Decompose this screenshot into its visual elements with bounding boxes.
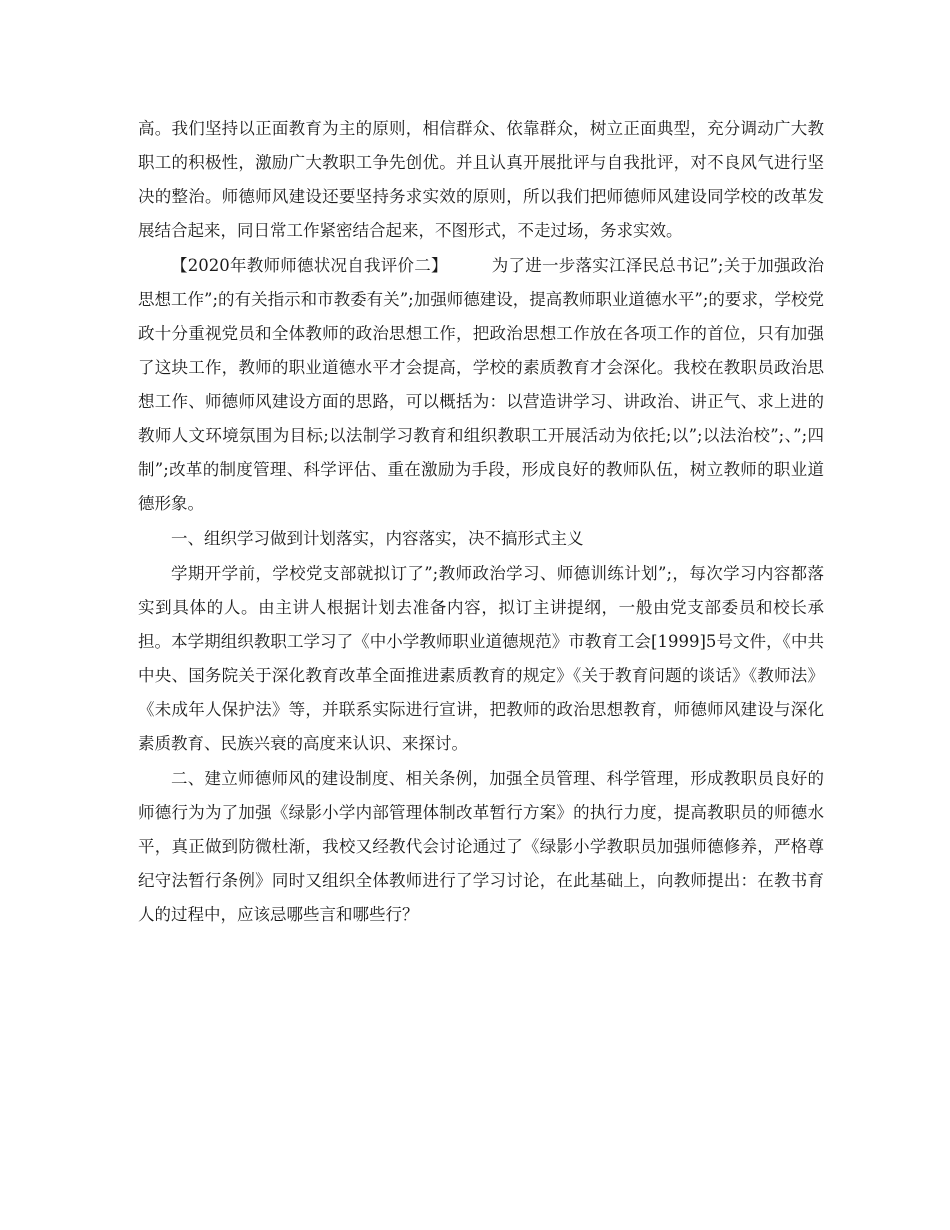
document-page — [138, 112, 824, 933]
paragraph-1: 高。我们坚持以正面教育为主的原则，相信群众、依靠群众，树立正面典型，充分调动广大教职工的积极性，激励广大教职工争先创优。并且认真开展批评与自我批评，对不良风气进行坚决的整治。师德师风建设还要坚持务求实效的原则，所以我们把师德师风建设同学校的改革发展结合起来，同日常工作紧密结合起来，不图形式，不走过场，务求实效。 — [138, 119, 824, 240]
paragraph-3: 学期开学前，学校党支部就拟订了”;教师政治学习、师德训练计划”;，每次学习内容都落实到具体的人。由主讲人根据计划去准备内容，拟订主讲提纲，一般由党支部委员和校长承担。本学期组织教职工学习了《中小学教师职业道德规范》市教育工会[1999]5号文件，《中共中央、国务院关于深化教育改革全面推进素质教育的规定》《关于教育问题的谈话》《教师法》《未成年人保护法》等，并联系实际进行宣讲，把教师的政治思想教育，师德师风建设与深化素质教育、民族兴衰的高度来认识、来探讨。 — [138, 564, 824, 753]
paragraph-4: 二、建立师德师风的建设制度、相关条例，加强全员管理、科学管理，形成教职员良好的师德行为为了加强《绿影小学内部管理体制改革暂行方案》的执行力度，提高教职员的师德水平，真正做到防微杜渐，我校又经教代会讨论通过了《绿影小学教职员加强师德修养，严格尊纪守法暂行条例》同时又组织全体教师进行了学习讨论，在此基础上，向教师提出：在教书育人的过程中，应该忌哪些言和哪些行？ — [138, 769, 824, 924]
section-heading: 【2020年教师师德状况自我评价二】 — [171, 256, 448, 275]
paragraph-2-body: 为了进一步落实江泽民总书记”;关于加强政治思想工作”;的有关指示和市教委有关”;加强师德建设，提高教师职业道德水平”;的要求，学校党政十分重视党员和全体教师的政治思想工作，把政治思想工作放在各项工作的首位，只有加强了这块工作，教师的职业道德水平才会提高，学校的素质教育才会深化。我校在教职员政治思想工作、师德师风建设方面的思路，可以概括为：以营造讲学习、讲政治、讲正气、求上进的教师人文环境氛围为目标;以法制学习教育和组织教职工开展活动为依托;以”;以法治校”;、”;四制”;改革的制度管理、科学评估、重在激励为手段，形成良好的教师队伍，树立教师的职业道德形象。 — [138, 256, 824, 513]
section-title-1: 一、组织学习做到计划落实，内容落实，决不搞形式主义 — [171, 529, 584, 548]
paragraph-2 — [138, 249, 824, 521]
